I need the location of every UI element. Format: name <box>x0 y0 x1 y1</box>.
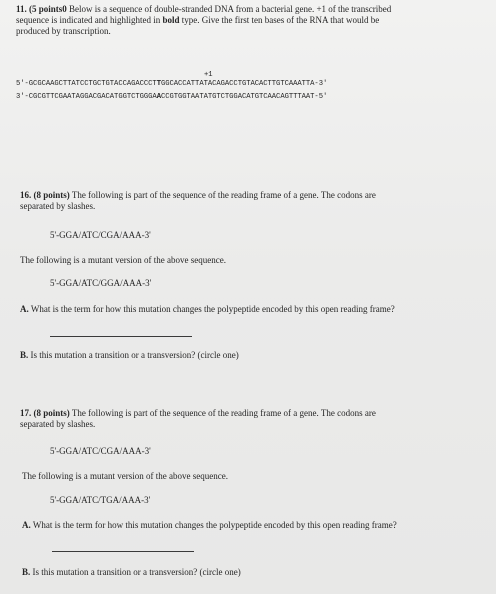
q16-line-2: separated by slashes. <box>20 201 96 211</box>
q17-answer-blank[interactable] <box>52 551 194 552</box>
q16-question-b: B. Is this mutation a transition or a transversion? (circle one) <box>20 350 239 360</box>
q17-original-sequence: 5'-GGA/ATC/CGA/AAA-3' <box>50 446 151 456</box>
q17-question-b: B. Is this mutation a transition or a transversion? (circle one) <box>22 567 241 577</box>
q17-mutant-sequence: 5'-GGA/ATC/TGA/AAA-3' <box>50 495 151 505</box>
dna-top-strand: 5'-GCGCAAGCTTATCCTGCTGTACCAGACCCTTGGCACCATTATACAGACCTGTACACTTGTCAAATTA-3' <box>16 80 328 88</box>
q16-mutant-sequence: 5'-GGA/ATC/GGA/AAA-3' <box>50 278 152 288</box>
q11-line-2: sequence is indicated and highlighted in bold type. Give the first ten bases of the RNA that would be <box>16 15 380 25</box>
q11-line-3: produced by transcription. <box>16 26 111 36</box>
q16-answer-blank[interactable] <box>50 336 192 337</box>
dna-bottom-strand: 3'-CGCGTTCGAATAGGACGACATGGTCTGGGAACCGTGGTAATATGTCTGGACATGTCAACAGTTTAAT-5' <box>16 93 328 101</box>
q16-original-sequence: 5'-GGA/ATC/CGA/AAA-3' <box>50 230 151 240</box>
q16-line-1: 16. (8 points) The following is part of the sequence of the reading frame of a gene. The codons are <box>20 190 376 200</box>
q17-line-1: 17. (8 points) The following is part of the sequence of the reading frame of a gene. The codons are <box>20 408 376 418</box>
plus-one-marker: +1 <box>204 71 213 79</box>
q17-question-a: A. What is the term for how this mutation changes the polypeptide encoded by this open reading frame? <box>22 520 397 530</box>
q17-line-2: separated by slashes. <box>20 419 96 429</box>
q16-mutant-intro: The following is a mutant version of the above sequence. <box>20 255 226 265</box>
q16-question-a: A. What is the term for how this mutation changes the polypeptide encoded by this open reading frame? <box>20 304 395 314</box>
q11-line-1: 11. (5 points0 Below is a sequence of double-stranded DNA from a bacterial gene. +1 of the transcribed <box>16 4 392 14</box>
q17-mutant-intro: The following is a mutant version of the above sequence. <box>22 471 228 481</box>
